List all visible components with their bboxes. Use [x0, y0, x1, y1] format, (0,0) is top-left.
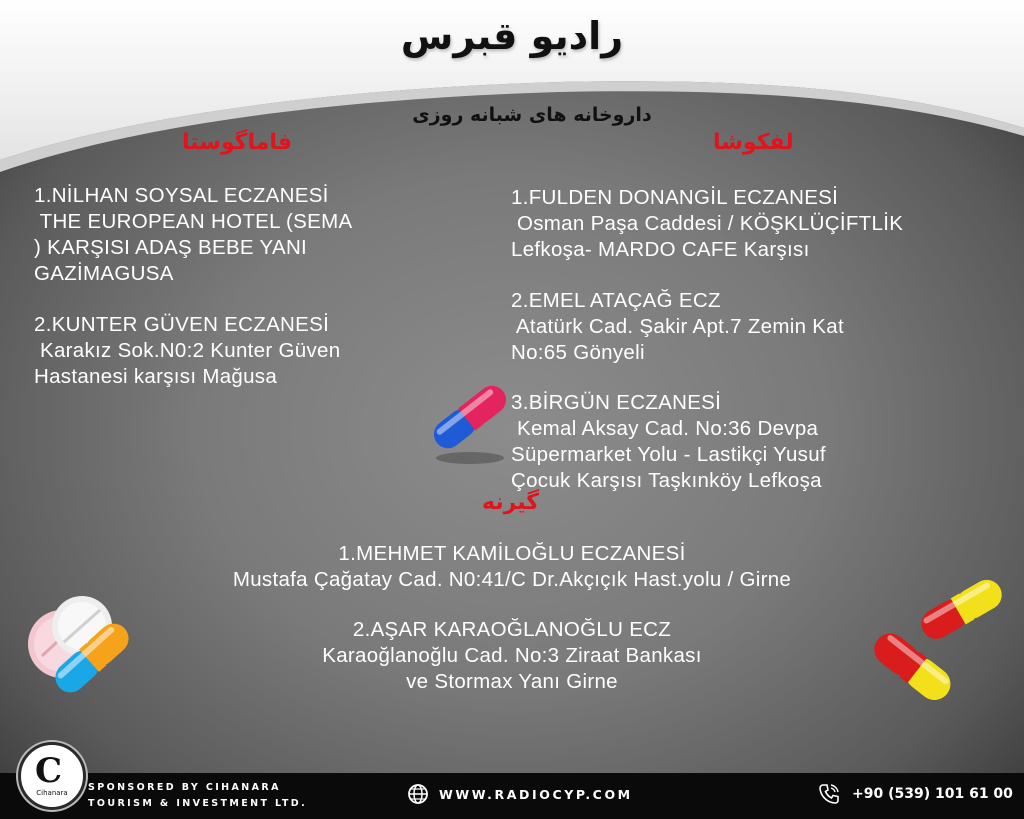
region-famagusta: فاماگوستا: [182, 130, 293, 155]
capsules-red-yellow-icon: [862, 568, 1012, 718]
pills-icon: [14, 586, 139, 711]
logo-letter: C: [35, 751, 63, 791]
cihanara-logo: [18, 742, 86, 810]
pharmacy-address: Hastanesi karşısı Mağusa: [34, 365, 278, 388]
pharmacy-address: Çocuk Karşısı Taşkınköy Lefkoşa: [511, 469, 822, 492]
pharmacy-address: Mustafa Çağatay Cad. N0:41/C Dr.Akçıçık Hast.yolu / Girne: [232, 568, 792, 591]
pharmacy-address: ve Stormax Yanı Girne: [406, 670, 618, 693]
pharmacy-entry: [34, 312, 340, 390]
capsule-red-blue-icon: [420, 372, 520, 468]
page-title: رادیو قبرس: [400, 14, 624, 58]
phone-contact[interactable]: [818, 783, 1013, 805]
region-kyrenia: گیرنه: [482, 490, 540, 515]
sponsor-line: SPONSORED BY CIHANARA: [88, 782, 281, 793]
pharmacy-address: GAZİMAGUSA: [34, 262, 174, 285]
sponsor-line: TOURISM & INVESTMENT LTD.: [88, 798, 308, 809]
pharmacy-entry: [511, 185, 903, 263]
sponsor-text: [88, 780, 307, 812]
pharmacy-address: Atatürk Cad. Şakir Apt.7 Zemin Kat: [511, 315, 844, 338]
pharmacy-name: 1.FULDEN DONANGİL ECZANESİ: [511, 186, 839, 209]
region-nicosia: لفکوشا: [713, 130, 794, 155]
pharmacy-address: ) KARŞISI ADAŞ BEBE YANI: [34, 236, 308, 259]
pharmacy-address: THE EUROPEAN HOTEL (SEMA: [34, 210, 353, 233]
page-subtitle: داروخانه های شبانه روزی: [412, 104, 652, 126]
pharmacy-address: Karakız Sok.N0:2 Kunter Güven: [34, 339, 341, 362]
pharmacy-address: Karaoğlanoğlu Cad. No:3 Ziraat Bankası: [322, 644, 702, 667]
pharmacy-name: 1.MEHMET KAMİLOĞLU ECZANESİ: [338, 542, 686, 565]
pharmacy-entry: [511, 288, 844, 366]
logo-name: Cihanara: [36, 789, 68, 797]
pharmacy-name: 2.AŞAR KARAOĞLANOĞLU ECZ: [352, 618, 672, 641]
pharmacy-entry: [34, 183, 352, 287]
pharmacy-name: 2.EMEL ATAÇAĞ ECZ: [511, 289, 721, 312]
pharmacy-address: Osman Paşa Caddesi / KÖŞKLÜÇİFTLİK: [511, 212, 904, 235]
pharmacy-address: No:65 Gönyeli: [511, 341, 645, 364]
pharmacy-name: 3.BİRGÜN ECZANESİ: [511, 391, 722, 414]
pharmacy-address: Lefkoşa- MARDO CAFE Karşısı: [511, 238, 810, 261]
pharmacy-name: 2.KUNTER GÜVEN ECZANESİ: [34, 313, 330, 336]
phone-number: +90 (539) 101 61 00: [852, 786, 1013, 802]
globe-icon: [407, 783, 429, 805]
website-text: WWW.RADIOCYP.COM: [439, 786, 633, 802]
website-link[interactable]: [407, 783, 633, 805]
pharmacy-address: Süpermarket Yolu - Lastikçi Yusuf: [511, 443, 826, 466]
pharmacy-entry: [511, 390, 826, 494]
pharmacy-name: 1.NİLHAN SOYSAL ECZANESİ: [34, 184, 329, 207]
phone-icon: [818, 783, 840, 805]
pharmacy-address: Kemal Aksay Cad. No:36 Devpa: [511, 417, 819, 440]
